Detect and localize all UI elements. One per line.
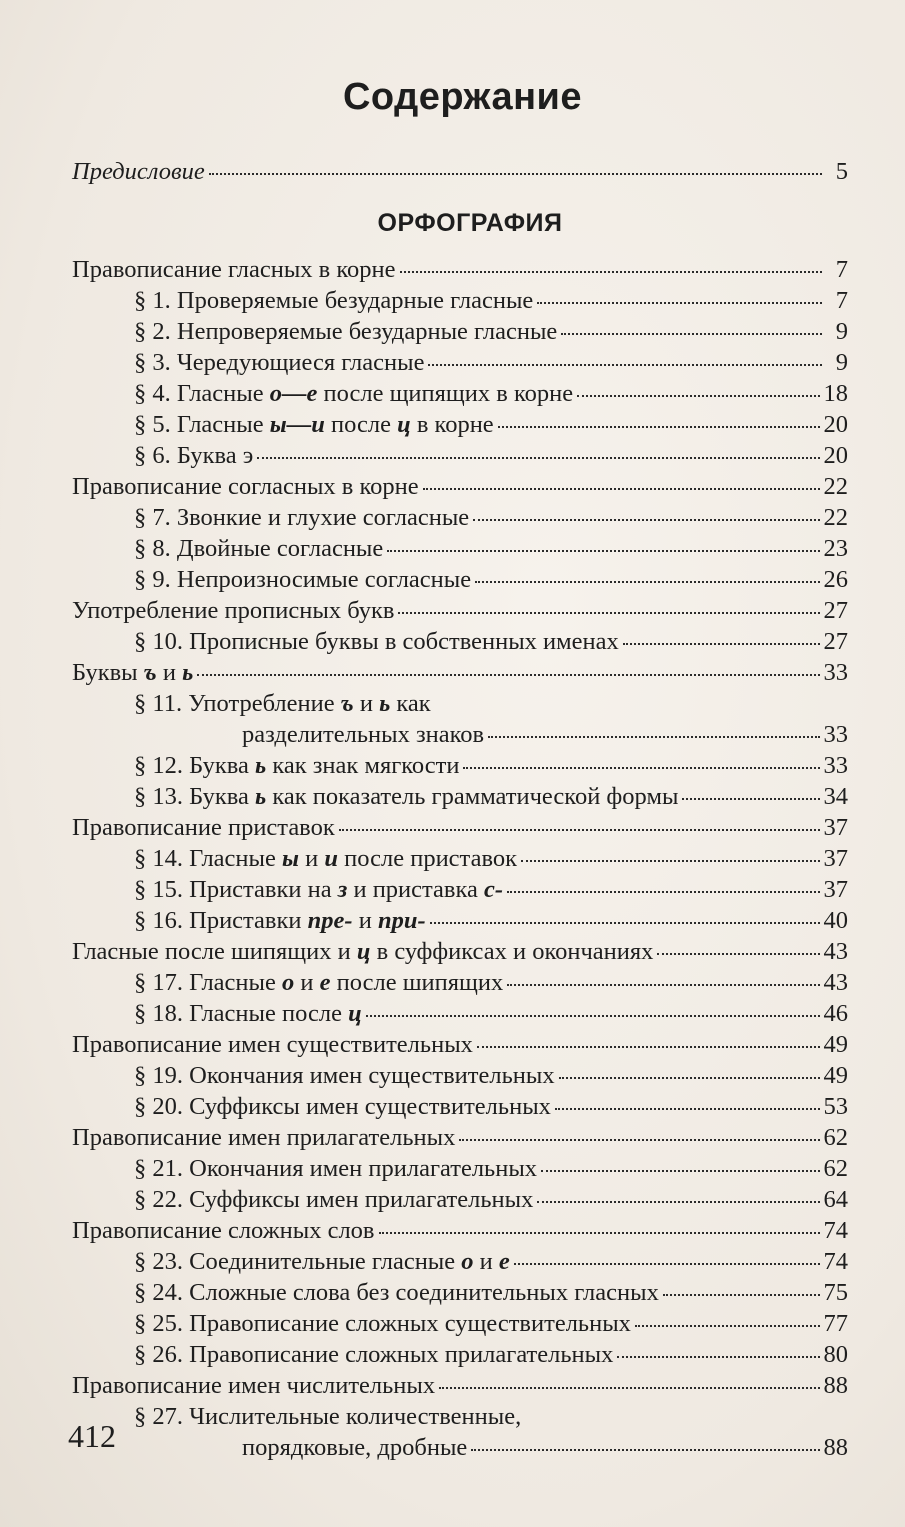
toc-entry[interactable] [72,564,848,595]
toc-page-number: 20 [823,442,848,469]
toc-page-number: 33 [823,721,848,748]
toc-entry-label [134,843,517,874]
toc-leader-dots [339,829,820,831]
toc-entry-label [72,1370,435,1401]
toc-entry-text: § 3. Чередующиеся гласные [134,349,425,376]
toc-entry-label [134,1401,521,1432]
toc-entry-label [134,750,459,781]
toc-entry-text: § 18. Гласные после [134,1000,349,1027]
toc-entry[interactable] [72,1277,848,1308]
toc-entry-label [134,1184,533,1215]
toc-entries [72,254,848,1463]
toc-leader-dots [541,1170,819,1172]
toc-leader-dots [559,1077,820,1079]
toc-entry-label [134,285,533,316]
toc-entry-heading[interactable] [72,1370,848,1401]
toc-page-number: 77 [823,1310,848,1337]
toc-page-number: 22 [823,504,848,531]
toc-page-number: 9 [835,349,848,376]
toc-leader-dots [398,612,819,614]
toc-leader-dots [507,891,819,893]
toc-leader-dots [439,1387,819,1389]
toc-entry-text: Правописание согласных в корне [72,473,419,500]
toc-leader-dots [400,271,822,273]
toc-entry-label [134,781,678,812]
toc-leader-dots [635,1325,820,1327]
toc-leader-dots [209,173,822,175]
toc-entry-text: как знак мягкости [266,752,460,779]
toc-entry[interactable] [72,1401,848,1432]
toc-entry-label [72,254,396,285]
toc-page-number: 46 [823,1000,848,1027]
toc-entry-label [242,719,484,750]
toc-page-number: 88 [823,1434,848,1461]
toc-leader-dots [617,1356,819,1358]
toc-entry-text: § 21. Окончания имен прилагательных [134,1155,538,1182]
toc-entry-label [72,812,335,843]
toc-leader-dots [537,302,822,304]
toc-entry[interactable] [72,533,848,564]
toc-entry-emphasis: о [282,969,295,996]
toc-page-number: 22 [823,473,848,500]
toc-page-number: 53 [823,1093,848,1120]
toc-entry[interactable] [72,750,848,781]
toc-entry-text: § 20. Суффиксы имен существительных [134,1093,551,1120]
toc-entry-text: и [473,1248,499,1275]
toc-entry-text: и [353,690,380,717]
toc-entry-text: § 24. Сложные слова без соединительных гласных [134,1279,659,1306]
toc-page-number: 34 [823,783,848,810]
toc-entry-label [134,1339,613,1370]
toc-entry-label [134,1060,555,1091]
toc-page-number: 43 [823,969,848,996]
page-number-folio: 412 [68,1418,116,1454]
toc-page-number: 62 [823,1124,848,1151]
toc-leader-dots [537,1201,819,1203]
toc-page-number: 33 [823,752,848,779]
toc-entry-text: § 9. Непроизносимые согласные [134,566,472,593]
toc-entry[interactable] [72,843,848,874]
toc-leader-dots [577,395,819,397]
toc-entry-text: § 25. Правописание сложных существительных [134,1310,631,1337]
toc-entry[interactable] [72,316,848,347]
toc-entry-label [72,471,419,502]
toc-leader-dots [423,488,820,490]
toc-entry-text: разделительных знаков [242,721,485,748]
toc-leader-dots [507,984,819,986]
toc-entry-heading[interactable] [72,936,848,967]
toc-leader-dots [387,550,819,552]
toc-page-number: 26 [823,566,848,593]
toc-entry-label [134,874,503,905]
toc-entry[interactable] [72,347,848,378]
toc-entry-text: Правописание имен числительных [72,1372,436,1399]
toc-leader-dots [428,364,822,366]
toc-entry-heading[interactable] [72,657,848,688]
toc-entry[interactable] [72,285,848,316]
toc-entry-heading[interactable] [72,1215,848,1246]
toc-page-number: 49 [823,1062,848,1089]
toc-entry-text: в суффиксах и окончаниях [370,938,654,965]
toc-entry-label [72,936,653,967]
toc-entry-text: § 4. Гласные [134,380,270,407]
toc-entry-text: § 11. Употребление [134,690,341,717]
toc-entry[interactable] [72,1060,848,1091]
toc-entry-text: Буквы [72,659,144,686]
toc-entry-label [134,564,471,595]
toc-page-number: 64 [823,1186,848,1213]
toc-entry-emphasis: о—е [269,380,318,407]
toc-entry-text: § 16. Приставки [134,907,308,934]
toc-entry-label [134,626,619,657]
toc-entry[interactable] [72,1339,848,1370]
toc-entry-label [134,502,469,533]
toc-leader-dots [657,953,819,955]
toc-entry[interactable] [72,626,848,657]
toc-entry-text: и [294,969,320,996]
toc-entry-heading[interactable] [72,471,848,502]
toc-entry-text: и [352,907,378,934]
toc-entry-emphasis: ъ [143,659,157,686]
toc-entry-text: после шипящих [330,969,504,996]
toc-entry[interactable] [72,1153,848,1184]
toc-page-number: 88 [823,1372,848,1399]
toc-leader-dots [623,643,820,645]
toc-entry-label [134,409,494,440]
toc-entry-label [134,905,426,936]
toc-page-number: 49 [823,1031,848,1058]
toc-leader-dots [379,1232,820,1234]
toc-leader-dots [459,1139,819,1141]
toc-entry-emphasis: и [324,845,339,872]
toc-page-number: 7 [835,256,848,283]
toc-entry-label [134,440,253,471]
toc-entry-emphasis: з [337,876,348,903]
toc-entry[interactable] [72,1091,848,1122]
toc-entry-text: и приставка [347,876,485,903]
toc-page-number: 37 [823,814,848,841]
toc-entry-label: Предисловие [72,158,205,185]
toc-entry-preface[interactable] [72,152,848,192]
toc-entry-text: Правописание гласных в корне [72,256,396,283]
toc-entry-emphasis: е [319,969,331,996]
toc-leader-dots [561,333,822,335]
toc-entry-heading[interactable] [72,254,848,285]
toc-entry-label [134,347,424,378]
toc-entry-text: § 27. Числительные количественные, [134,1403,522,1430]
toc-page-number: 80 [823,1341,848,1368]
toc-entry-label [134,967,503,998]
toc-page-number: 74 [823,1217,848,1244]
toc-page-number: 62 [823,1155,848,1182]
toc-entry-text: в корне [410,411,494,438]
toc-entry-text: § 19. Окончания имен существительных [134,1062,555,1089]
toc-page-number: 20 [823,411,848,438]
toc-entry-text: после щипящих в корне [317,380,574,407]
toc-page-number: 27 [823,628,848,655]
toc-entry-text: § 13. Буква [134,783,255,810]
toc-page-number: 7 [835,287,848,314]
toc-entry-emphasis: ы [282,845,299,872]
toc-entry-heading[interactable] [72,812,848,843]
toc-entry[interactable] [72,1246,848,1277]
toc-entry[interactable] [72,409,848,440]
toc-entry-text: § 6. Буква э [134,442,254,469]
toc-leader-dots [498,426,820,428]
toc-page-number: 5 [835,158,848,185]
toc-entry-label [134,533,383,564]
toc-leader-dots [477,1046,820,1048]
toc-entry-label [134,1246,510,1277]
toc-entry-text: § 15. Приставки на [134,876,338,903]
toc-entry-text: § 26. Правописание сложных прилагательных [134,1341,614,1368]
toc-entry-emphasis: ц [397,411,411,438]
toc-leader-dots [257,457,819,459]
toc-entry-emphasis: с- [484,876,504,903]
toc-entry-text: § 12. Буква [134,752,255,779]
toc-leader-dots [430,922,820,924]
toc-entry-text: § 2. Непроверяемые безударные гласные [134,318,558,345]
toc-leader-dots [366,1015,820,1017]
toc-entry-text: как [390,690,431,717]
toc-entry-label [134,1308,631,1339]
toc-entry[interactable] [72,502,848,533]
toc-entry-heading[interactable] [72,1122,848,1153]
toc-entry-emphasis: о [461,1248,474,1275]
toc-entry-emphasis: ь [254,752,267,779]
toc-entry-label [72,657,193,688]
table-of-contents [72,152,848,1463]
toc-page-number: 75 [823,1279,848,1306]
toc-entry[interactable] [72,1184,848,1215]
toc-entry-text: порядковые, дробные [242,1434,468,1461]
toc-entry[interactable] [72,781,848,812]
toc-page-number: 43 [823,938,848,965]
toc-entry-text: как показатель грамматической формы [266,783,679,810]
toc-entry-text: Правописание имен прилагательных [72,1124,456,1151]
section-heading: ОРФОГРАФИЯ [377,209,563,237]
toc-page-number: 40 [823,907,848,934]
toc-entry-text: § 8. Двойные согласные [134,535,384,562]
toc-entry-label [134,316,557,347]
toc-entry-text: Правописание приставок [72,814,335,841]
toc-entry-emphasis: при- [377,907,426,934]
toc-leader-dots [514,1263,820,1265]
toc-page-number: 74 [823,1248,848,1275]
toc-leader-dots [197,674,819,676]
toc-entry-label [72,595,394,626]
toc-entry-heading[interactable] [72,595,848,626]
toc-entry[interactable] [72,719,848,750]
toc-page-number: 37 [823,845,848,872]
toc-leader-dots [521,860,820,862]
toc-entry-label [134,688,431,719]
toc-entry-label [134,1153,537,1184]
toc-leader-dots [463,767,819,769]
toc-entry-label [134,1277,659,1308]
toc-entry-label [72,1122,455,1153]
toc-entry-text: Гласные после шипящих и [72,938,357,965]
toc-entry-emphasis: ц [356,938,371,965]
toc-page-number: 9 [835,318,848,345]
toc-entry-text: § 1. Проверяемые безударные гласные [134,287,534,314]
toc-entry-emphasis: ы—и [269,411,325,438]
toc-entry[interactable] [72,998,848,1029]
toc-entry-emphasis: пре- [307,907,353,934]
page-title: Содержание [342,76,583,118]
toc-entry-label [134,1091,551,1122]
toc-leader-dots [471,1449,819,1451]
toc-page-number: 23 [823,535,848,562]
toc-entry[interactable] [72,378,848,409]
toc-entry[interactable] [72,905,848,936]
toc-entry-emphasis: ц [348,1000,362,1027]
toc-page-number: 18 [823,380,848,407]
toc-entry-text: и [156,659,183,686]
toc-entry-text: после [324,411,398,438]
toc-entry-label [72,1029,473,1060]
toc-entry-text: Правописание сложных слов [72,1217,375,1244]
toc-leader-dots [473,519,819,521]
toc-entry-label [242,1432,467,1463]
toc-page-number: 37 [823,876,848,903]
toc-entry[interactable] [72,874,848,905]
toc-entry-text: § 17. Гласные [134,969,282,996]
toc-entry-text: и [299,845,325,872]
toc-entry-text: Употребление прописных букв [72,597,395,624]
toc-entry-text: § 5. Гласные [134,411,270,438]
toc-entry-label [72,1215,375,1246]
toc-leader-dots [488,736,819,738]
toc-entry[interactable] [72,1308,848,1339]
toc-page-number: 27 [823,597,848,624]
toc-entry-heading[interactable] [72,1029,848,1060]
toc-page-number: 33 [823,659,848,686]
toc-entry[interactable] [72,967,848,998]
toc-leader-dots [475,581,819,583]
toc-leader-dots [555,1108,820,1110]
toc-entry-label [134,998,362,1029]
toc-entry[interactable] [72,1432,848,1463]
toc-leader-dots [682,798,819,800]
toc-entry-text: § 10. Прописные буквы в собственных именах [134,628,619,655]
toc-entry[interactable] [72,440,848,471]
toc-entry-text: Правописание имен существительных [72,1031,473,1058]
toc-entry-text: § 14. Гласные [134,845,282,872]
toc-entry-label [134,378,573,409]
toc-entry-emphasis: ь [254,783,267,810]
toc-entry-text: § 22. Суффиксы имен прилагательных [134,1186,534,1213]
toc-entry-text: после приставок [338,845,517,872]
toc-entry-emphasis: ь [379,690,391,717]
toc-entry-text: § 7. Звонкие и глухие согласные [134,504,470,531]
toc-entry-emphasis: ъ [340,690,354,717]
toc-entry[interactable] [72,688,848,719]
toc-entry-emphasis: ь [182,659,194,686]
toc-entry-emphasis: е [498,1248,510,1275]
toc-entry-text: § 23. Соединительные гласные [134,1248,462,1275]
toc-leader-dots [663,1294,820,1296]
